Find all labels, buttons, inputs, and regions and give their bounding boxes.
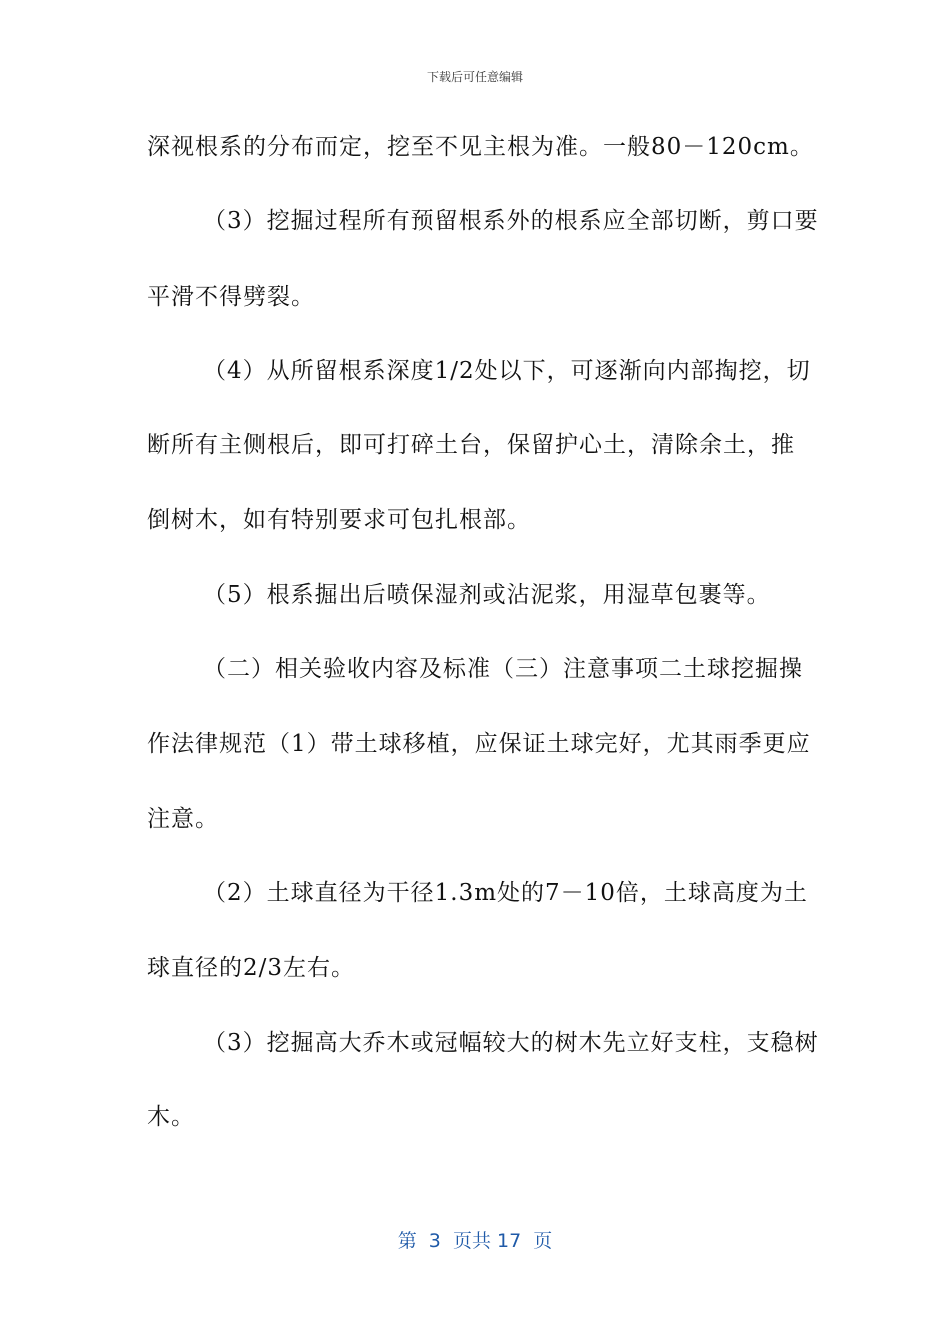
paragraph-line: 注意。 — [147, 806, 219, 832]
paragraph-line: （二）相关验收内容及标准（三）注意事项二土球挖掘操 — [203, 656, 803, 682]
paragraph-line: 球直径的2/3左右。 — [147, 955, 356, 981]
paragraph-line: 作法律规范（1）带土球移植，应保证土球完好，尤其雨季更应 — [147, 731, 811, 757]
paragraph-line: 平滑不得劈裂。 — [147, 284, 315, 310]
paragraph-line: （5）根系掘出后喷保湿剂或沾泥浆，用湿草包裹等。 — [203, 582, 771, 608]
paragraph-line: 倒树木，如有特别要求可包扎根部。 — [147, 507, 531, 533]
paragraph-line: （3）挖掘过程所有预留根系外的根系应全部切断，剪口要 — [203, 208, 819, 234]
paragraph-line: 深视根系的分布而定，挖至不见主根为准。一般80－120cm。 — [147, 134, 814, 160]
paragraph-line: （4）从所留根系深度1/2处以下，可逐渐向内部掏挖，切 — [203, 358, 811, 384]
paragraph-line: 断所有主侧根后，即可打碎土台，保留护心土，清除余土，推 — [147, 432, 795, 458]
paragraph-line: 木。 — [147, 1104, 195, 1130]
page-header: 下载后可任意编辑 — [426, 70, 523, 84]
paragraph-line: （2）土球直径为干径1.3m处的7－10倍，土球高度为土 — [203, 880, 808, 906]
page-number-footer: 第 3 页共 17 页 — [397, 1230, 553, 1252]
paragraph-line: （3）挖掘高大乔木或冠幅较大的树木先立好支柱，支稳树 — [203, 1030, 819, 1056]
